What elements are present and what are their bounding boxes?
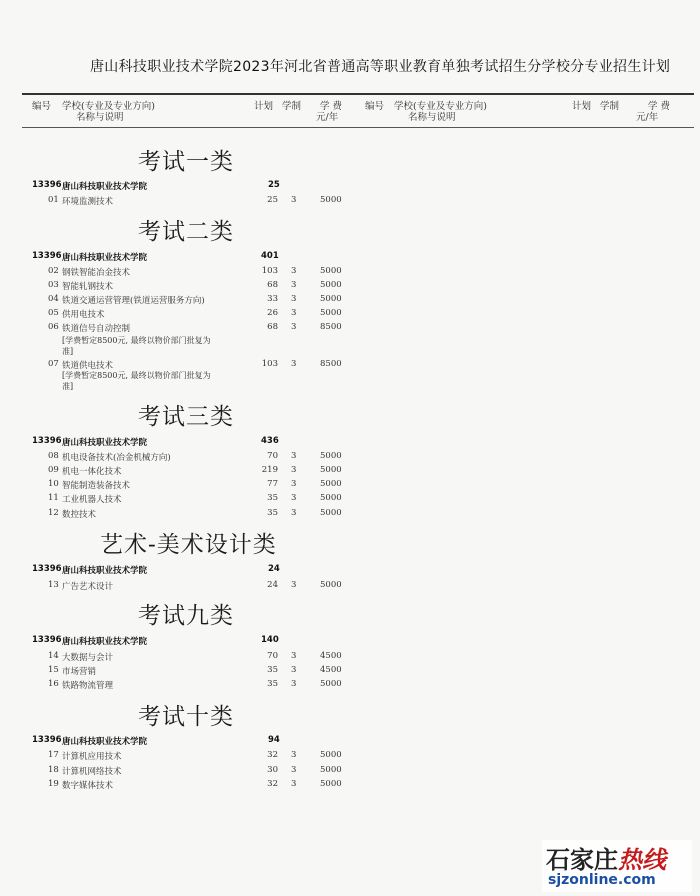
category-heading: 考试一类 [138, 149, 234, 175]
table-row [0, 651, 700, 665]
school-total: 25 [268, 180, 280, 190]
major-fee: 5000 [320, 779, 342, 789]
major-plan: 70 [267, 651, 278, 661]
major-years: 3 [291, 765, 297, 775]
major-num: 06 [48, 322, 59, 332]
major-plan: 70 [267, 451, 278, 461]
major-num: 16 [48, 679, 59, 689]
major-fee: 5000 [320, 266, 342, 276]
school-name: 唐山科技职业技术学院 [62, 253, 148, 263]
school-code: 13396 [32, 251, 62, 261]
major-name: 数控技术 [62, 510, 97, 520]
major-name: 计算机网络技术 [62, 767, 122, 777]
header-years: 学制 [282, 101, 302, 112]
major-years: 3 [291, 479, 297, 489]
table-row [0, 779, 700, 793]
major-plan: 35 [267, 665, 278, 675]
major-fee: 8500 [320, 359, 342, 369]
table-row [0, 266, 700, 280]
table-row [0, 493, 700, 507]
major-years: 3 [291, 465, 297, 475]
major-name: 铁道信号自动控制 [62, 324, 131, 334]
major-plan: 103 [261, 266, 278, 276]
header-plan-right: 计划 [572, 101, 592, 112]
major-num: 08 [48, 451, 59, 461]
fee-note: [学费暂定8500元, 最终以物价部门批复为 [62, 336, 211, 345]
school-code: 13396 [32, 180, 62, 190]
major-years: 3 [291, 493, 297, 503]
category-heading: 考试十类 [138, 704, 234, 730]
major-name: 工业机器人技术 [62, 495, 122, 505]
fee-note: [学费暂定8500元, 最终以物价部门批复为 [62, 371, 211, 380]
major-fee: 5000 [320, 493, 342, 503]
table-row [0, 322, 700, 336]
school-code: 13396 [32, 436, 62, 446]
major-num: 03 [48, 280, 59, 290]
major-fee: 5000 [320, 580, 342, 590]
major-fee: 5000 [320, 294, 342, 304]
major-years: 3 [291, 651, 297, 661]
major-name: 环境监测技术 [62, 197, 114, 207]
major-fee: 4500 [320, 665, 342, 675]
major-plan: 219 [261, 465, 278, 475]
header-years-right: 学制 [600, 101, 620, 112]
major-name: 铁道交通运营管理(铁道运营服务方向) [62, 296, 205, 306]
table-row [0, 195, 700, 209]
major-name: 供用电技术 [62, 310, 105, 320]
category-heading: 艺术-美术设计类 [100, 532, 277, 558]
major-name: 广告艺术设计 [62, 582, 114, 592]
major-plan: 26 [267, 308, 278, 318]
header-bottom-rule [22, 127, 694, 128]
site-watermark-logo [542, 840, 692, 892]
major-name: 智能制造装备技术 [62, 481, 131, 491]
school-total: 24 [268, 564, 280, 574]
fee-note-cont: 准] [62, 382, 74, 391]
major-num: 09 [48, 465, 59, 475]
major-years: 3 [291, 679, 297, 689]
major-num: 05 [48, 308, 59, 318]
major-years: 3 [291, 195, 297, 205]
major-num: 17 [48, 750, 59, 760]
watermark-name-accent: 热线 [618, 845, 666, 874]
major-fee: 5000 [320, 465, 342, 475]
major-years: 3 [291, 322, 297, 332]
major-num: 07 [48, 359, 59, 369]
major-num: 04 [48, 294, 59, 304]
major-fee: 5000 [320, 750, 342, 760]
major-fee: 5000 [320, 508, 342, 518]
major-years: 3 [291, 750, 297, 760]
category-heading: 考试三类 [138, 404, 234, 430]
major-years: 3 [291, 266, 297, 276]
header-fee-right: 学 费 [648, 101, 671, 112]
table-row [0, 294, 700, 308]
major-plan: 32 [267, 779, 278, 789]
major-fee: 5000 [320, 308, 342, 318]
header-num: 编号 [32, 101, 52, 112]
major-fee: 5000 [320, 280, 342, 290]
major-num: 01 [48, 195, 59, 205]
header-school: 学校(专业及专业方向) [62, 101, 155, 112]
major-fee: 8500 [320, 322, 342, 332]
category-heading: 考试九类 [138, 603, 234, 629]
major-name: 大数据与会计 [62, 653, 114, 663]
header-fee-unit: 元/年 [316, 112, 339, 123]
table-row [0, 465, 700, 479]
school-code: 13396 [32, 735, 62, 745]
school-total: 140 [261, 635, 279, 645]
school-code: 13396 [32, 635, 62, 645]
major-name: 机电一体化技术 [62, 467, 122, 477]
major-years: 3 [291, 294, 297, 304]
major-name: 铁路物流管理 [62, 681, 114, 691]
header-school-desc: 名称与说明 [76, 112, 124, 123]
header-school-desc-right: 名称与说明 [408, 112, 456, 123]
major-years: 3 [291, 779, 297, 789]
major-name: 机电设备技术(冶金机械方向) [62, 453, 171, 463]
major-fee: 5000 [320, 765, 342, 775]
major-plan: 68 [267, 280, 278, 290]
school-total: 436 [261, 436, 279, 446]
major-plan: 24 [267, 580, 278, 590]
table-row [0, 750, 700, 764]
major-plan: 33 [267, 294, 278, 304]
major-name: 钢铁智能冶金技术 [62, 268, 131, 278]
school-name: 唐山科技职业技术学院 [62, 438, 148, 448]
header-plan: 计划 [254, 101, 274, 112]
major-years: 3 [291, 359, 297, 369]
header-fee-unit-right: 元/年 [636, 112, 659, 123]
major-name: 智能轧钢技术 [62, 282, 114, 292]
major-plan: 25 [267, 195, 278, 205]
school-code: 13396 [32, 564, 62, 574]
major-name: 数字媒体技术 [62, 781, 114, 791]
table-row [0, 580, 700, 594]
page-title: 唐山科技职业技术学院2023年河北省普通高等职业教育单独考试招生分学校分专业招生计划 [90, 59, 671, 75]
school-name: 唐山科技职业技术学院 [62, 182, 148, 192]
major-years: 3 [291, 580, 297, 590]
table-row [0, 451, 700, 465]
major-plan: 103 [261, 359, 278, 369]
school-name: 唐山科技职业技术学院 [62, 737, 148, 747]
major-num: 02 [48, 266, 59, 276]
table-row [0, 479, 700, 493]
table-row [0, 665, 700, 679]
major-plan: 35 [267, 679, 278, 689]
major-name: 计算机应用技术 [62, 752, 122, 762]
header-school-right: 学校(专业及专业方向) [394, 101, 487, 112]
major-fee: 5000 [320, 451, 342, 461]
category-heading: 考试二类 [138, 219, 234, 245]
major-fee: 5000 [320, 195, 342, 205]
major-name: 铁道供电技术 [62, 361, 114, 371]
major-num: 13 [48, 580, 59, 590]
major-years: 3 [291, 308, 297, 318]
major-years: 3 [291, 451, 297, 461]
major-fee: 4500 [320, 651, 342, 661]
school-total: 401 [261, 251, 279, 261]
major-num: 15 [48, 665, 59, 675]
major-plan: 35 [267, 508, 278, 518]
major-fee: 5000 [320, 679, 342, 689]
major-fee: 5000 [320, 479, 342, 489]
major-plan: 77 [267, 479, 278, 489]
major-num: 18 [48, 765, 59, 775]
school-name: 唐山科技职业技术学院 [62, 637, 148, 647]
major-plan: 68 [267, 322, 278, 332]
table-row [0, 765, 700, 779]
major-years: 3 [291, 665, 297, 675]
major-num: 12 [48, 508, 59, 518]
major-num: 11 [48, 493, 59, 503]
table-row [0, 280, 700, 294]
major-num: 19 [48, 779, 59, 789]
major-name: 市场营销 [62, 667, 97, 677]
header-num-right: 编号 [365, 101, 385, 112]
major-years: 3 [291, 508, 297, 518]
major-plan: 35 [267, 493, 278, 503]
header-fee: 学 费 [320, 101, 343, 112]
major-plan: 30 [267, 765, 278, 775]
table-row [0, 679, 700, 693]
watermark-url: sjzonline.com [548, 872, 656, 888]
watermark-name: 石家庄 [546, 846, 618, 874]
table-row [0, 308, 700, 322]
major-plan: 32 [267, 750, 278, 760]
header-top-rule [22, 93, 694, 95]
major-years: 3 [291, 280, 297, 290]
major-num: 10 [48, 479, 59, 489]
school-total: 94 [268, 735, 280, 745]
major-num: 14 [48, 651, 59, 661]
table-row [0, 508, 700, 522]
fee-note-cont: 准] [62, 347, 74, 356]
school-name: 唐山科技职业技术学院 [62, 566, 148, 576]
